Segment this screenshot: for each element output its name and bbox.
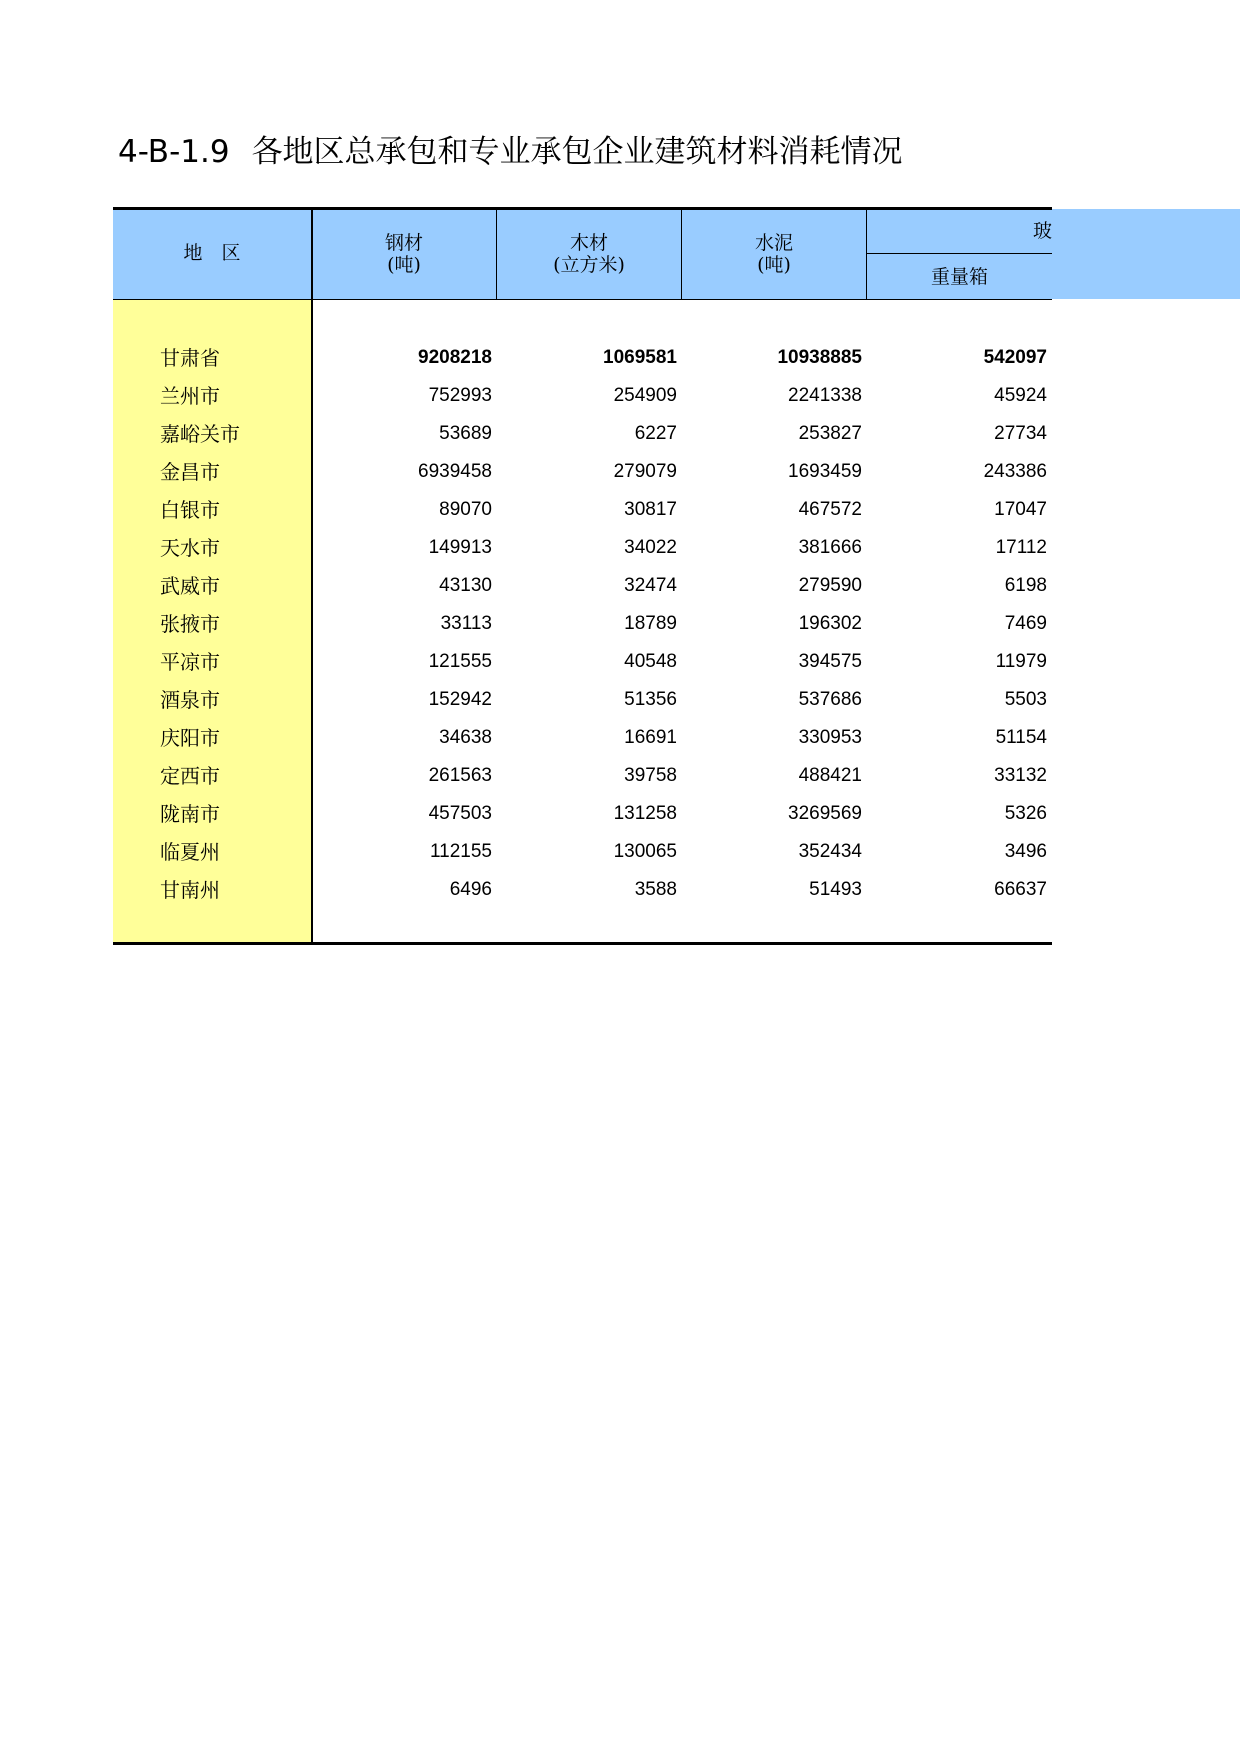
table-row-total [0,339,1240,377]
header-steel-name: 钢材 [384,232,423,254]
glass-value: 5503 [1004,689,1047,710]
glass-value: 7469 [1004,613,1047,634]
glass-value: 243386 [983,461,1047,482]
table-row [0,757,1240,795]
table-top-border [113,207,1052,210]
timber-value: 131258 [613,803,677,824]
glass-value: 66637 [994,879,1047,900]
glass-value: 3496 [1004,841,1047,862]
region-name: 张掖市 [160,612,220,636]
steel-value: 34638 [439,727,492,748]
header-glass-unit: 重量箱 [930,266,988,288]
steel-value: 152942 [428,689,492,710]
glass-value: 11979 [995,651,1047,672]
glass-value: 5326 [1004,803,1047,824]
steel-value: 9208218 [418,347,492,368]
header-cement [682,232,866,276]
cement-value: 330953 [798,727,862,748]
timber-value: 16691 [624,727,677,748]
timber-value: 39758 [624,765,677,786]
steel-value: 121555 [428,651,492,672]
header-timber-unit: (立方米) [553,254,625,276]
header-sub-divider [867,253,1052,254]
region-name: 武威市 [160,574,220,598]
steel-value: 6939458 [418,461,492,482]
glass-value: 27734 [994,423,1047,444]
header-cement-name: 水泥 [754,232,793,254]
timber-value: 40548 [624,651,677,672]
header-glass-group: 玻 [1032,220,1052,242]
steel-value: 149913 [428,537,492,558]
steel-value: 261563 [428,765,492,786]
header-timber [497,232,681,276]
steel-value: 33113 [440,613,492,634]
region-name: 甘南州 [160,878,220,902]
steel-value: 457503 [428,803,492,824]
cement-value: 488421 [798,765,862,786]
region-name: 兰州市 [160,384,220,408]
glass-value: 33132 [994,765,1047,786]
cement-value: 1693459 [788,461,862,482]
cement-value: 253827 [798,423,862,444]
region-name: 陇南市 [160,802,220,826]
steel-value: 752993 [428,385,492,406]
table-row [0,871,1240,909]
glass-value: 17047 [994,499,1047,520]
cement-value: 51493 [809,879,862,900]
table-row [0,605,1240,643]
region-name: 白银市 [160,498,220,522]
cement-value: 3269569 [788,803,862,824]
table-bottom-border [113,942,1052,945]
region-name: 嘉峪关市 [160,422,240,446]
cement-value: 467572 [798,499,862,520]
page-title [118,126,903,171]
steel-value: 89070 [439,499,492,520]
table-row [0,491,1240,529]
timber-value: 3588 [634,879,677,900]
cement-value: 10938885 [777,347,862,368]
timber-value: 130065 [613,841,677,862]
cement-value: 196302 [798,613,862,634]
glass-value: 51154 [995,727,1047,748]
table-title: 各地区总承包和专业承包企业建筑材料消耗情况 [251,134,903,170]
cement-value: 394575 [798,651,862,672]
table-row [0,719,1240,757]
cement-value: 381666 [798,537,862,558]
table-row [0,567,1240,605]
region-name: 甘肃省 [160,346,220,370]
cement-value: 279590 [798,575,862,596]
region-name: 金昌市 [160,460,220,484]
timber-value: 254909 [613,385,677,406]
steel-value: 53689 [439,423,492,444]
region-name: 定西市 [160,764,220,788]
region-name: 酒泉市 [160,688,220,712]
cement-value: 537686 [798,689,862,710]
timber-value: 1069581 [603,347,677,368]
glass-value: 45924 [994,385,1047,406]
region-name: 临夏州 [160,840,220,864]
header-cement-unit: (吨) [757,254,791,276]
table-row [0,833,1240,871]
timber-value: 51356 [624,689,677,710]
header-timber-name: 木材 [569,232,608,254]
header-steel-unit: (吨) [387,254,421,276]
timber-value: 279079 [613,461,677,482]
timber-value: 6227 [634,423,677,444]
region-name: 庆阳市 [160,726,220,750]
timber-value: 30817 [624,499,677,520]
header-background-extension [1052,209,1240,299]
timber-value: 18789 [624,613,677,634]
table-row [0,377,1240,415]
header-steel [312,232,496,276]
table-code: 4-B-1.9 [118,134,230,170]
region-name: 平凉市 [160,650,220,674]
header-region: 地 区 [183,242,241,264]
table-row [0,643,1240,681]
table-row [0,529,1240,567]
table-row [0,415,1240,453]
timber-value: 34022 [624,537,677,558]
cement-value: 2241338 [788,385,862,406]
glass-value: 17112 [995,537,1047,558]
cement-value: 352434 [798,841,862,862]
glass-value: 542097 [983,347,1047,368]
steel-value: 6496 [449,879,492,900]
table-row [0,453,1240,491]
table-row [0,681,1240,719]
timber-value: 32474 [624,575,677,596]
glass-value: 6198 [1004,575,1047,596]
table-row [0,795,1240,833]
region-name: 天水市 [160,536,220,560]
steel-value: 112155 [430,841,492,862]
steel-value: 43130 [439,575,492,596]
header-bottom-border [113,299,1052,300]
